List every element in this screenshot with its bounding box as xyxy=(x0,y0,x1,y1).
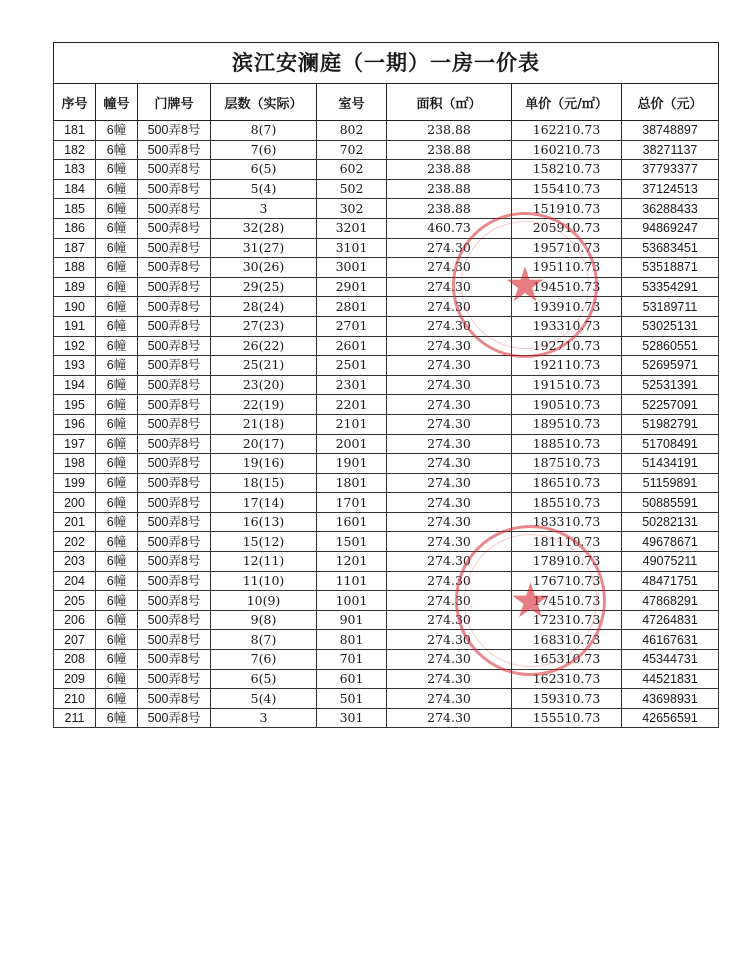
cell-unit-price: 188510.73 xyxy=(512,434,622,454)
cell-seq: 206 xyxy=(54,610,96,630)
cell-total-price: 52531391 xyxy=(622,375,719,395)
cell-area: 274.30 xyxy=(387,630,512,650)
cell-floor: 5(4) xyxy=(211,179,317,199)
cell-address: 500弄8号 xyxy=(138,140,211,160)
cell-total-price: 53189711 xyxy=(622,297,719,317)
cell-floor: 7(6) xyxy=(211,140,317,160)
cell-seq: 182 xyxy=(54,140,96,160)
col-header-seq: 序号 xyxy=(54,84,96,121)
cell-address: 500弄8号 xyxy=(138,650,211,670)
cell-building: 6幢 xyxy=(96,630,138,650)
cell-room: 3101 xyxy=(317,238,387,258)
cell-address: 500弄8号 xyxy=(138,356,211,376)
cell-floor: 27(23) xyxy=(211,316,317,336)
cell-seq: 202 xyxy=(54,532,96,552)
table-row xyxy=(54,532,719,552)
cell-seq: 184 xyxy=(54,179,96,199)
cell-area: 274.30 xyxy=(387,493,512,513)
cell-area: 274.30 xyxy=(387,669,512,689)
cell-building: 6幢 xyxy=(96,512,138,532)
cell-total-price: 50885591 xyxy=(622,493,719,513)
cell-address: 500弄8号 xyxy=(138,532,211,552)
cell-total-price: 37793377 xyxy=(622,160,719,180)
cell-area: 274.30 xyxy=(387,454,512,474)
cell-room: 801 xyxy=(317,630,387,650)
cell-address: 500弄8号 xyxy=(138,316,211,336)
cell-room: 2901 xyxy=(317,277,387,297)
cell-area: 274.30 xyxy=(387,552,512,572)
cell-area: 238.88 xyxy=(387,160,512,180)
cell-building: 6幢 xyxy=(96,395,138,415)
cell-unit-price: 181110.73 xyxy=(512,532,622,552)
cell-floor: 30(26) xyxy=(211,258,317,278)
table-row xyxy=(54,669,719,689)
cell-room: 901 xyxy=(317,610,387,630)
cell-unit-price: 193310.73 xyxy=(512,316,622,336)
cell-floor: 23(20) xyxy=(211,375,317,395)
cell-unit-price: 192710.73 xyxy=(512,336,622,356)
cell-total-price: 47264831 xyxy=(622,610,719,630)
table-row xyxy=(54,336,719,356)
cell-room: 2201 xyxy=(317,395,387,415)
cell-address: 500弄8号 xyxy=(138,610,211,630)
cell-room: 702 xyxy=(317,140,387,160)
cell-building: 6幢 xyxy=(96,689,138,709)
cell-room: 701 xyxy=(317,650,387,670)
cell-room: 501 xyxy=(317,689,387,709)
cell-unit-price: 192110.73 xyxy=(512,356,622,376)
table-row xyxy=(54,258,719,278)
cell-floor: 25(21) xyxy=(211,356,317,376)
cell-address: 500弄8号 xyxy=(138,689,211,709)
company-seal-stamp-lower: ★ xyxy=(455,525,606,676)
cell-total-price: 51159891 xyxy=(622,473,719,493)
cell-area: 274.30 xyxy=(387,434,512,454)
cell-unit-price: 162310.73 xyxy=(512,669,622,689)
cell-unit-price: 183310.73 xyxy=(512,512,622,532)
cell-area: 274.30 xyxy=(387,336,512,356)
cell-room: 1801 xyxy=(317,473,387,493)
col-header-address: 门牌号 xyxy=(138,84,211,121)
table-row xyxy=(54,434,719,454)
cell-room: 1901 xyxy=(317,454,387,474)
cell-unit-price: 172310.73 xyxy=(512,610,622,630)
cell-total-price: 43698931 xyxy=(622,689,719,709)
col-header-total-price: 总价（元） xyxy=(622,84,719,121)
cell-room: 2801 xyxy=(317,297,387,317)
cell-address: 500弄8号 xyxy=(138,199,211,219)
cell-total-price: 42656591 xyxy=(622,708,719,728)
cell-seq: 211 xyxy=(54,708,96,728)
cell-seq: 190 xyxy=(54,297,96,317)
table-row xyxy=(54,277,719,297)
cell-room: 502 xyxy=(317,179,387,199)
cell-floor: 20(17) xyxy=(211,434,317,454)
cell-area: 274.30 xyxy=(387,297,512,317)
cell-address: 500弄8号 xyxy=(138,218,211,238)
cell-seq: 207 xyxy=(54,630,96,650)
cell-address: 500弄8号 xyxy=(138,160,211,180)
cell-building: 6幢 xyxy=(96,140,138,160)
cell-seq: 185 xyxy=(54,199,96,219)
cell-area: 274.30 xyxy=(387,238,512,258)
cell-total-price: 47868291 xyxy=(622,591,719,611)
cell-room: 1601 xyxy=(317,512,387,532)
cell-floor: 11(10) xyxy=(211,571,317,591)
cell-total-price: 52695971 xyxy=(622,356,719,376)
cell-total-price: 53354291 xyxy=(622,277,719,297)
cell-area: 274.30 xyxy=(387,591,512,611)
cell-room: 802 xyxy=(317,121,387,141)
price-sheet xyxy=(53,42,718,728)
table-row xyxy=(54,218,719,238)
cell-total-price: 52257091 xyxy=(622,395,719,415)
cell-floor: 3 xyxy=(211,708,317,728)
cell-seq: 201 xyxy=(54,512,96,532)
cell-total-price: 51982791 xyxy=(622,414,719,434)
table-row xyxy=(54,571,719,591)
company-seal-stamp-upper: ★ xyxy=(452,212,598,358)
cell-total-price: 36288433 xyxy=(622,199,719,219)
cell-building: 6幢 xyxy=(96,121,138,141)
cell-unit-price: 205910.73 xyxy=(512,218,622,238)
cell-address: 500弄8号 xyxy=(138,375,211,395)
table-row xyxy=(54,356,719,376)
cell-total-price: 38748897 xyxy=(622,121,719,141)
table-title: 滨江安澜庭（一期）一房一价表 xyxy=(54,43,719,84)
cell-seq: 210 xyxy=(54,689,96,709)
cell-room: 2501 xyxy=(317,356,387,376)
col-header-area: 面积（㎡） xyxy=(387,84,512,121)
cell-floor: 8(7) xyxy=(211,121,317,141)
cell-area: 238.88 xyxy=(387,140,512,160)
cell-area: 238.88 xyxy=(387,121,512,141)
cell-unit-price: 160210.73 xyxy=(512,140,622,160)
cell-address: 500弄8号 xyxy=(138,297,211,317)
cell-address: 500弄8号 xyxy=(138,434,211,454)
table-row xyxy=(54,395,719,415)
cell-building: 6幢 xyxy=(96,297,138,317)
cell-room: 1001 xyxy=(317,591,387,611)
cell-seq: 197 xyxy=(54,434,96,454)
table-row xyxy=(54,199,719,219)
cell-building: 6幢 xyxy=(96,493,138,513)
cell-seq: 188 xyxy=(54,258,96,278)
cell-seq: 193 xyxy=(54,356,96,376)
cell-room: 601 xyxy=(317,669,387,689)
table-row xyxy=(54,493,719,513)
cell-address: 500弄8号 xyxy=(138,630,211,650)
cell-area: 274.30 xyxy=(387,650,512,670)
cell-floor: 9(8) xyxy=(211,610,317,630)
cell-area: 274.30 xyxy=(387,610,512,630)
cell-room: 301 xyxy=(317,708,387,728)
cell-building: 6幢 xyxy=(96,571,138,591)
cell-floor: 8(7) xyxy=(211,630,317,650)
cell-total-price: 53518871 xyxy=(622,258,719,278)
cell-address: 500弄8号 xyxy=(138,336,211,356)
cell-floor: 16(13) xyxy=(211,512,317,532)
cell-area: 274.30 xyxy=(387,258,512,278)
cell-room: 3001 xyxy=(317,258,387,278)
cell-room: 2701 xyxy=(317,316,387,336)
cell-unit-price: 168310.73 xyxy=(512,630,622,650)
cell-total-price: 49678671 xyxy=(622,532,719,552)
cell-floor: 6(5) xyxy=(211,160,317,180)
cell-seq: 209 xyxy=(54,669,96,689)
table-row xyxy=(54,708,719,728)
table-row xyxy=(54,650,719,670)
cell-building: 6幢 xyxy=(96,199,138,219)
cell-address: 500弄8号 xyxy=(138,277,211,297)
cell-address: 500弄8号 xyxy=(138,258,211,278)
cell-seq: 189 xyxy=(54,277,96,297)
table-row xyxy=(54,512,719,532)
cell-floor: 22(19) xyxy=(211,395,317,415)
cell-address: 500弄8号 xyxy=(138,473,211,493)
cell-building: 6幢 xyxy=(96,454,138,474)
cell-seq: 198 xyxy=(54,454,96,474)
cell-building: 6幢 xyxy=(96,218,138,238)
cell-unit-price: 176710.73 xyxy=(512,571,622,591)
cell-area: 274.30 xyxy=(387,395,512,415)
cell-unit-price: 158210.73 xyxy=(512,160,622,180)
cell-seq: 205 xyxy=(54,591,96,611)
cell-address: 500弄8号 xyxy=(138,669,211,689)
table-row xyxy=(54,375,719,395)
cell-floor: 5(4) xyxy=(211,689,317,709)
cell-address: 500弄8号 xyxy=(138,493,211,513)
cell-unit-price: 187510.73 xyxy=(512,454,622,474)
cell-room: 3201 xyxy=(317,218,387,238)
cell-address: 500弄8号 xyxy=(138,395,211,415)
cell-unit-price: 174510.73 xyxy=(512,591,622,611)
cell-building: 6幢 xyxy=(96,414,138,434)
cell-seq: 195 xyxy=(54,395,96,415)
cell-floor: 18(15) xyxy=(211,473,317,493)
cell-building: 6幢 xyxy=(96,375,138,395)
cell-address: 500弄8号 xyxy=(138,454,211,474)
cell-building: 6幢 xyxy=(96,532,138,552)
cell-unit-price: 178910.73 xyxy=(512,552,622,572)
table-row xyxy=(54,630,719,650)
cell-area: 274.30 xyxy=(387,512,512,532)
cell-seq: 204 xyxy=(54,571,96,591)
cell-total-price: 52860551 xyxy=(622,336,719,356)
cell-area: 274.30 xyxy=(387,414,512,434)
table-row xyxy=(54,121,719,141)
cell-total-price: 46167631 xyxy=(622,630,719,650)
cell-room: 602 xyxy=(317,160,387,180)
cell-floor: 21(18) xyxy=(211,414,317,434)
cell-floor: 19(16) xyxy=(211,454,317,474)
cell-floor: 10(9) xyxy=(211,591,317,611)
cell-room: 2301 xyxy=(317,375,387,395)
cell-unit-price: 162210.73 xyxy=(512,121,622,141)
cell-floor: 12(11) xyxy=(211,552,317,572)
table-row xyxy=(54,610,719,630)
cell-building: 6幢 xyxy=(96,650,138,670)
col-header-room: 室号 xyxy=(317,84,387,121)
cell-unit-price: 195110.73 xyxy=(512,258,622,278)
cell-total-price: 48471751 xyxy=(622,571,719,591)
cell-building: 6幢 xyxy=(96,238,138,258)
cell-unit-price: 151910.73 xyxy=(512,199,622,219)
table-row xyxy=(54,160,719,180)
cell-total-price: 53683451 xyxy=(622,238,719,258)
cell-floor: 28(24) xyxy=(211,297,317,317)
cell-address: 500弄8号 xyxy=(138,591,211,611)
cell-area: 274.30 xyxy=(387,532,512,552)
cell-building: 6幢 xyxy=(96,552,138,572)
cell-building: 6幢 xyxy=(96,356,138,376)
price-table xyxy=(53,42,719,728)
cell-total-price: 37124513 xyxy=(622,179,719,199)
cell-building: 6幢 xyxy=(96,336,138,356)
cell-unit-price: 194510.73 xyxy=(512,277,622,297)
cell-total-price: 50282131 xyxy=(622,512,719,532)
cell-floor: 26(22) xyxy=(211,336,317,356)
cell-area: 238.88 xyxy=(387,179,512,199)
cell-seq: 194 xyxy=(54,375,96,395)
cell-unit-price: 190510.73 xyxy=(512,395,622,415)
cell-area: 274.30 xyxy=(387,356,512,376)
cell-total-price: 49075211 xyxy=(622,552,719,572)
cell-area: 274.30 xyxy=(387,708,512,728)
header-row xyxy=(54,84,719,121)
col-header-floor: 层数（实际） xyxy=(211,84,317,121)
cell-room: 1201 xyxy=(317,552,387,572)
cell-total-price: 44521831 xyxy=(622,669,719,689)
cell-address: 500弄8号 xyxy=(138,708,211,728)
cell-seq: 191 xyxy=(54,316,96,336)
cell-building: 6幢 xyxy=(96,160,138,180)
cell-area: 238.88 xyxy=(387,199,512,219)
cell-seq: 208 xyxy=(54,650,96,670)
cell-building: 6幢 xyxy=(96,434,138,454)
table-row xyxy=(54,297,719,317)
cell-floor: 15(12) xyxy=(211,532,317,552)
cell-building: 6幢 xyxy=(96,669,138,689)
cell-area: 274.30 xyxy=(387,689,512,709)
cell-room: 2101 xyxy=(317,414,387,434)
table-row xyxy=(54,689,719,709)
cell-seq: 203 xyxy=(54,552,96,572)
table-row xyxy=(54,140,719,160)
table-row xyxy=(54,473,719,493)
cell-seq: 186 xyxy=(54,218,96,238)
cell-area: 460.73 xyxy=(387,218,512,238)
cell-building: 6幢 xyxy=(96,277,138,297)
col-header-building: 幢号 xyxy=(96,84,138,121)
cell-address: 500弄8号 xyxy=(138,414,211,434)
cell-seq: 183 xyxy=(54,160,96,180)
cell-unit-price: 195710.73 xyxy=(512,238,622,258)
cell-unit-price: 165310.73 xyxy=(512,650,622,670)
cell-building: 6幢 xyxy=(96,708,138,728)
cell-building: 6幢 xyxy=(96,610,138,630)
cell-total-price: 38271137 xyxy=(622,140,719,160)
cell-area: 274.30 xyxy=(387,375,512,395)
cell-seq: 200 xyxy=(54,493,96,513)
cell-address: 500弄8号 xyxy=(138,121,211,141)
table-row xyxy=(54,316,719,336)
table-row xyxy=(54,179,719,199)
cell-address: 500弄8号 xyxy=(138,571,211,591)
cell-area: 274.30 xyxy=(387,277,512,297)
cell-address: 500弄8号 xyxy=(138,238,211,258)
cell-unit-price: 193910.73 xyxy=(512,297,622,317)
table-row xyxy=(54,238,719,258)
cell-room: 2601 xyxy=(317,336,387,356)
cell-room: 1701 xyxy=(317,493,387,513)
cell-seq: 199 xyxy=(54,473,96,493)
cell-room: 302 xyxy=(317,199,387,219)
cell-floor: 3 xyxy=(211,199,317,219)
cell-unit-price: 186510.73 xyxy=(512,473,622,493)
cell-seq: 187 xyxy=(54,238,96,258)
cell-seq: 192 xyxy=(54,336,96,356)
table-row xyxy=(54,454,719,474)
cell-building: 6幢 xyxy=(96,591,138,611)
cell-unit-price: 155410.73 xyxy=(512,179,622,199)
table-row xyxy=(54,414,719,434)
cell-floor: 17(14) xyxy=(211,493,317,513)
cell-floor: 7(6) xyxy=(211,650,317,670)
cell-seq: 196 xyxy=(54,414,96,434)
cell-building: 6幢 xyxy=(96,179,138,199)
cell-floor: 6(5) xyxy=(211,669,317,689)
cell-area: 274.30 xyxy=(387,571,512,591)
cell-area: 274.30 xyxy=(387,316,512,336)
cell-room: 1501 xyxy=(317,532,387,552)
cell-room: 2001 xyxy=(317,434,387,454)
col-header-unit-price: 单价（元/㎡） xyxy=(512,84,622,121)
cell-address: 500弄8号 xyxy=(138,552,211,572)
cell-floor: 31(27) xyxy=(211,238,317,258)
cell-address: 500弄8号 xyxy=(138,179,211,199)
cell-building: 6幢 xyxy=(96,473,138,493)
cell-total-price: 45344731 xyxy=(622,650,719,670)
cell-total-price: 94869247 xyxy=(622,218,719,238)
cell-unit-price: 185510.73 xyxy=(512,493,622,513)
cell-unit-price: 191510.73 xyxy=(512,375,622,395)
cell-floor: 29(25) xyxy=(211,277,317,297)
cell-address: 500弄8号 xyxy=(138,512,211,532)
cell-floor: 32(28) xyxy=(211,218,317,238)
table-row xyxy=(54,591,719,611)
cell-unit-price: 189510.73 xyxy=(512,414,622,434)
cell-total-price: 51434191 xyxy=(622,454,719,474)
cell-area: 274.30 xyxy=(387,473,512,493)
cell-seq: 181 xyxy=(54,121,96,141)
cell-total-price: 51708491 xyxy=(622,434,719,454)
cell-building: 6幢 xyxy=(96,258,138,278)
cell-room: 1101 xyxy=(317,571,387,591)
table-row xyxy=(54,552,719,572)
cell-building: 6幢 xyxy=(96,316,138,336)
cell-unit-price: 155510.73 xyxy=(512,708,622,728)
cell-unit-price: 159310.73 xyxy=(512,689,622,709)
cell-total-price: 53025131 xyxy=(622,316,719,336)
